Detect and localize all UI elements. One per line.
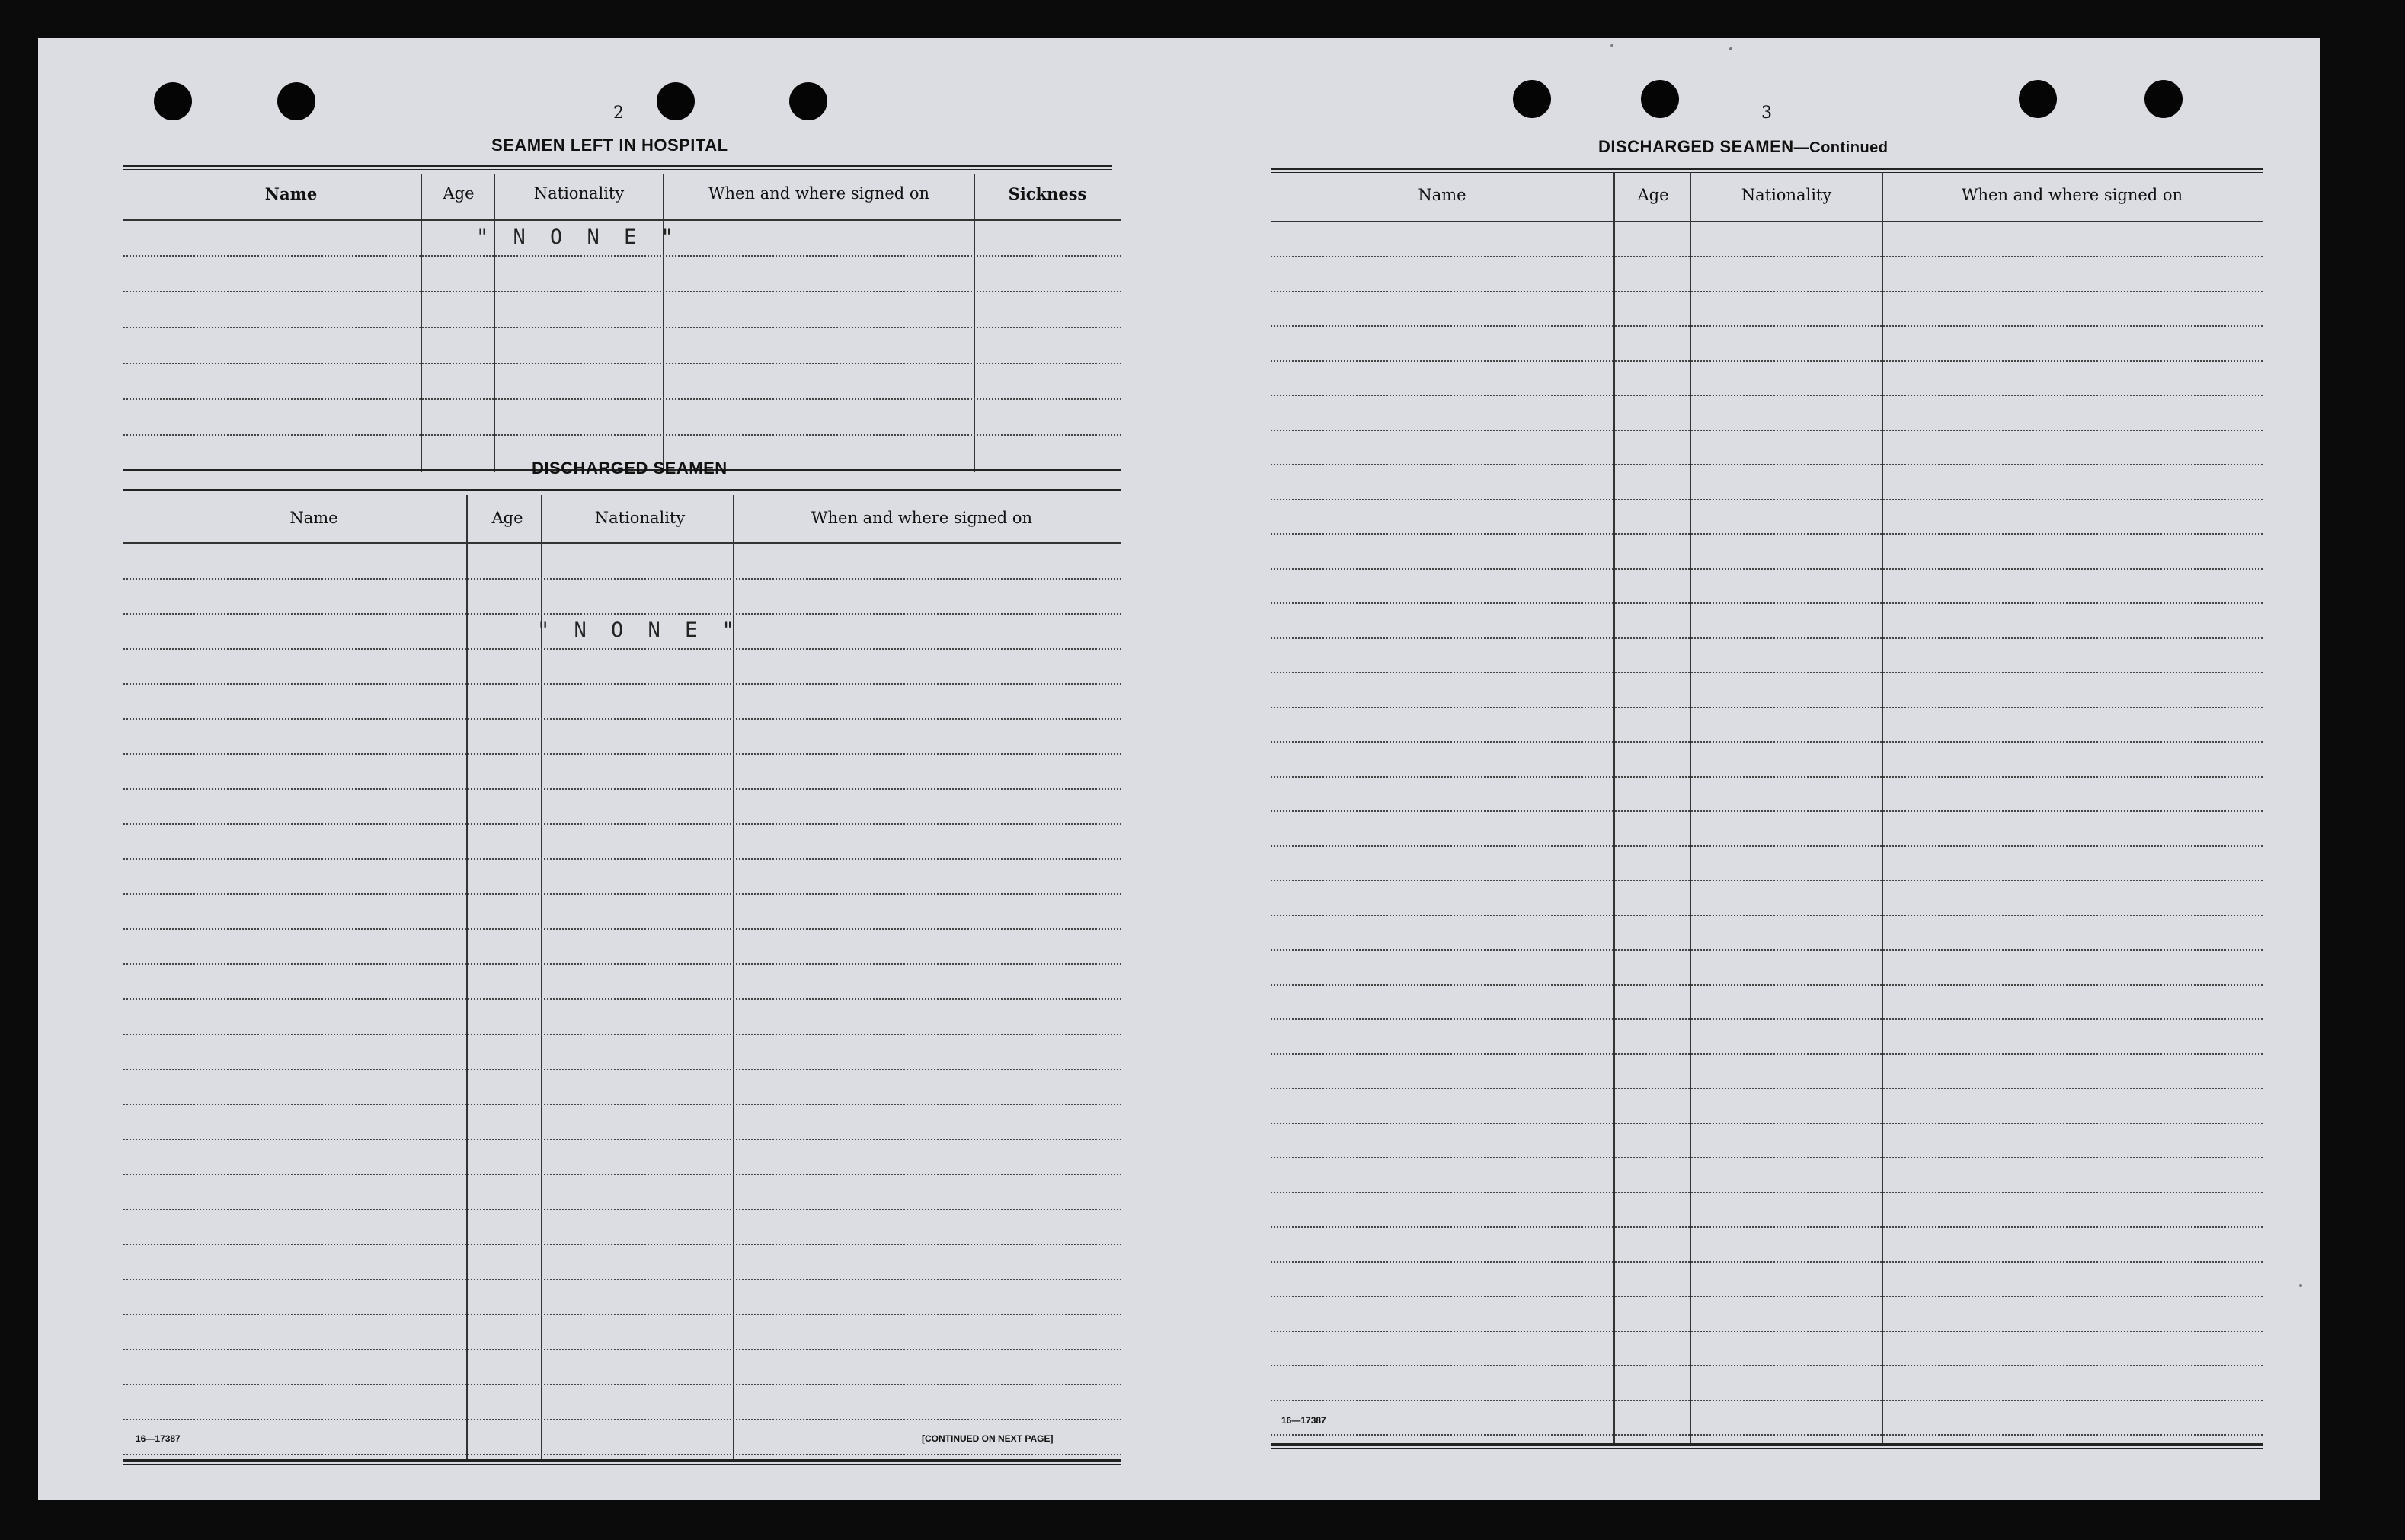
- col-header-age: Age: [491, 509, 523, 527]
- row-line: [1271, 672, 2263, 673]
- row-line: [1271, 464, 2263, 465]
- row-line: [123, 893, 1121, 895]
- row-line: [1271, 949, 2263, 951]
- title-text: DISCHARGED SEAMEN: [1598, 137, 1794, 156]
- punch-hole: [657, 82, 695, 120]
- row-line: [1271, 637, 2263, 639]
- row-line: [1271, 1053, 2263, 1055]
- col-header-age: Age: [443, 184, 475, 203]
- row-line: [123, 998, 1121, 1000]
- row-line: [123, 1384, 1121, 1385]
- col-header-nationality: Nationality: [533, 184, 625, 203]
- row-line: [1271, 1434, 2263, 1436]
- row-line: [1271, 256, 2263, 257]
- column-divider: [421, 174, 422, 472]
- row-line: [123, 1034, 1121, 1035]
- col-header-nationality: Nationality: [594, 509, 686, 527]
- row-line: [1271, 915, 2263, 916]
- row-line: [1271, 880, 2263, 881]
- row-line: [1271, 707, 2263, 708]
- rule: [1271, 168, 2263, 173]
- column-divider: [663, 174, 664, 472]
- punch-hole: [2144, 80, 2183, 118]
- punch-hole: [154, 82, 192, 120]
- column-divider: [974, 174, 975, 472]
- row-line: [1271, 430, 2263, 431]
- rule: [123, 219, 1121, 221]
- col-header-name: Name: [1418, 186, 1466, 204]
- col-header-signed-on: When and where signed on: [811, 509, 1033, 527]
- row-line: [123, 753, 1121, 755]
- row-line: [1271, 568, 2263, 570]
- row-line: [123, 1454, 1121, 1455]
- col-header-sickness: Sickness: [1008, 184, 1087, 203]
- punch-hole: [789, 82, 827, 120]
- row-line: [1271, 325, 2263, 327]
- row-line: [123, 1314, 1121, 1315]
- page-number: 3: [1761, 104, 1772, 123]
- rule: [1271, 1443, 2263, 1449]
- row-line: [1271, 776, 2263, 778]
- row-line: [1271, 360, 2263, 362]
- row-line: [123, 291, 1121, 292]
- row-line: [1271, 395, 2263, 396]
- col-header-name: Name: [264, 184, 318, 203]
- punch-hole: [2019, 80, 2057, 118]
- row-line: [123, 327, 1121, 328]
- discharged-continued-title: [1598, 137, 1889, 157]
- row-line: [123, 1209, 1121, 1210]
- col-header-signed-on: When and where signed on: [1961, 186, 2183, 204]
- row-line: [1271, 499, 2263, 500]
- row-line: [123, 578, 1121, 580]
- row-line: [1271, 1123, 2263, 1124]
- column-divider: [1690, 172, 1691, 1444]
- row-line: [123, 718, 1121, 720]
- rule: [123, 542, 1121, 544]
- row-line: [1271, 1365, 2263, 1366]
- row-line: [1271, 602, 2263, 604]
- col-header-signed-on: When and where signed on: [708, 184, 930, 203]
- row-line: [1271, 1192, 2263, 1193]
- page-number: 2: [613, 104, 624, 123]
- form-number: 16—17387: [1281, 1415, 1326, 1426]
- column-divider: [494, 174, 495, 472]
- rule: [123, 165, 1112, 170]
- row-line: [123, 858, 1121, 860]
- row-line: [123, 1069, 1121, 1070]
- row-line: [123, 255, 1121, 257]
- row-line: [123, 788, 1121, 790]
- row-line: [1271, 1296, 2263, 1297]
- punch-hole: [277, 82, 315, 120]
- row-line: [1271, 741, 2263, 743]
- form-number: 16—17387: [136, 1433, 181, 1444]
- row-line: [123, 648, 1121, 650]
- row-line: [123, 928, 1121, 930]
- scan-speck: [1729, 47, 1732, 50]
- row-line: [1271, 533, 2263, 535]
- row-line: [123, 363, 1121, 364]
- hospital-none-entry: " N O N E ": [476, 225, 680, 249]
- row-line: [1271, 1331, 2263, 1332]
- discharged-section-title: DISCHARGED SEAMEN: [532, 458, 728, 478]
- row-line: [1271, 291, 2263, 292]
- title-suffix: —Continued: [1793, 139, 1889, 156]
- row-line: [1271, 1226, 2263, 1228]
- row-line: [123, 613, 1121, 615]
- row-line: [1271, 1261, 2263, 1263]
- row-line: [123, 434, 1121, 436]
- col-header-age: Age: [1637, 186, 1669, 204]
- scan-speck: [1610, 44, 1613, 47]
- col-header-name: Name: [289, 509, 338, 527]
- rule: [1271, 221, 2263, 222]
- row-line: [123, 398, 1121, 400]
- row-line: [123, 1104, 1121, 1105]
- discharged-none-entry: " N O N E ": [537, 618, 740, 642]
- hospital-section-title: SEAMEN LEFT IN HOSPITAL: [491, 136, 728, 155]
- punch-hole: [1641, 80, 1679, 118]
- row-line: [123, 823, 1121, 825]
- row-line: [1271, 810, 2263, 812]
- row-line: [123, 1419, 1121, 1420]
- row-line: [1271, 1400, 2263, 1401]
- row-line: [123, 1139, 1121, 1140]
- document-scan: [38, 38, 2320, 1500]
- rule: [123, 1459, 1121, 1465]
- row-line: [123, 1349, 1121, 1350]
- scan-speck: [2299, 1284, 2302, 1287]
- col-header-nationality: Nationality: [1741, 186, 1832, 204]
- column-divider: [1882, 172, 1883, 1444]
- row-line: [1271, 1018, 2263, 1020]
- column-divider: [466, 495, 468, 1461]
- continued-note: [CONTINUED ON NEXT PAGE]: [922, 1433, 1054, 1444]
- row-line: [123, 963, 1121, 965]
- row-line: [123, 1244, 1121, 1245]
- row-line: [1271, 984, 2263, 986]
- row-line: [123, 1174, 1121, 1175]
- rule: [123, 489, 1121, 494]
- punch-hole: [1513, 80, 1551, 118]
- column-divider: [1613, 172, 1615, 1444]
- row-line: [123, 1279, 1121, 1280]
- row-line: [1271, 1088, 2263, 1089]
- row-line: [1271, 1157, 2263, 1158]
- row-line: [123, 683, 1121, 685]
- row-line: [1271, 845, 2263, 847]
